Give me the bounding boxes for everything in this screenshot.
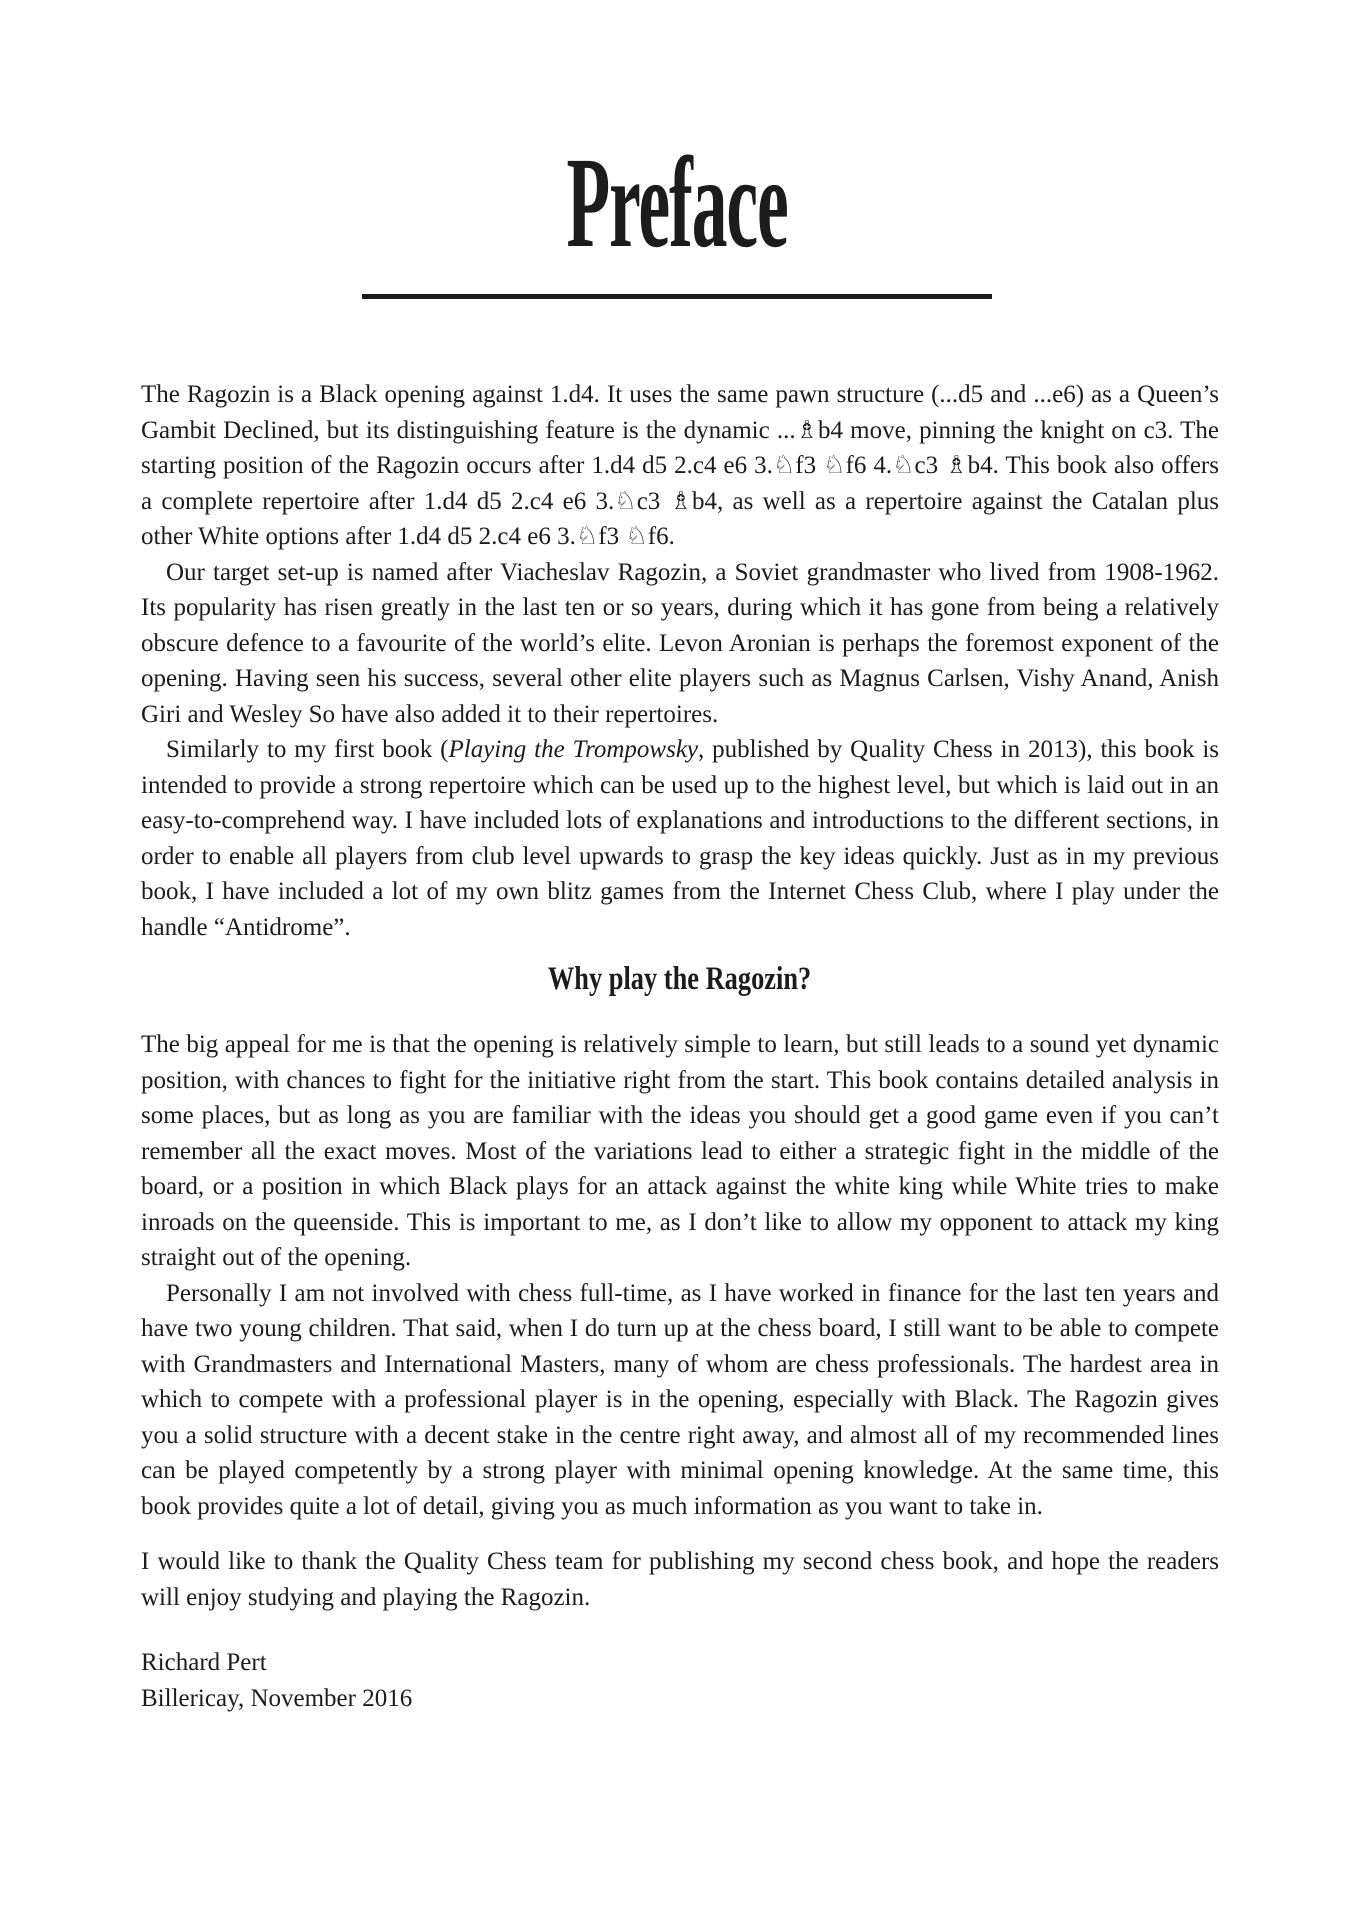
paragraph-intro: The Ragozin is a Black opening against 1.d4. It uses the same pawn structure (...d5 and ...e6) as a Queen’s Gambit Declined, but its distinguishing feature is the dynamic ...♗b4 move, pinning the knight on c3. The starting position of the Ragozin occurs after 1.d4 d5 2.c4 e6 3.♘f3 ♘f6 4.♘c3 ♗b4. This book also offers a complete repertoire after 1.d4 d5 2.c4 e6 3.♘c3 ♗b4, as well as a repertoire against the Catalan plus other White options after 1.d4 d5 2.c4 e6 3.♘f3 ♘f6.: [141, 381, 1219, 550]
paragraph-ragozin-history: Our target set-up is named after Viacheslav Ragozin, a Soviet grandmaster who lived from 1908-1962. Its popularity has risen greatly in the last ten or so years, during which it has gone from being a relatively obscure defence to a favourite of the world’s elite. Levon Aronian is perhaps the foremost exponent of the opening. Having seen his success, several other elite players such as Magnus Carlsen, Vishy Anand, Anish Giri and Wesley So have also added it to their repertoires.: [141, 558, 1219, 728]
paragraph-big-appeal: The big appeal for me is that the opening is relatively simple to learn, but still leads to a sound yet dynamic position, with chances to fight for the initiative right from the start. This book contains detailed analysis in some places, but as long as you are familiar with the ideas you should get a good game even if you can’t remember all the exact moves. Most of the variations lead to either a strategic fight in the middle of the board, or a position in which Black plays for an attack against the white king while White tries to make inroads on the queenside. This is important to me, as I don’t like to allow my opponent to attack my king straight out of the opening.: [141, 1031, 1219, 1271]
signature-name: Richard Pert: [141, 1649, 267, 1676]
section-heading-text: Why play the Ragozin?: [548, 961, 812, 997]
paragraph-first-book-post: , published by Quality Chess in 2013), this book is intended to provide a strong repertoire which can be used up to the highest level, but which is laid out in an easy-to-comprehend way. I have included lots of explanations and introductions to the different sections, in order to enable all players from club level upwards to grasp the key ideas quickly. Just as in my previous book, I have included a lot of my own blitz games from the Internet Chess Club, where I play under the handle “Antidrome”.: [141, 736, 1220, 941]
book-title-italic: Playing the Trompowsky: [448, 736, 699, 763]
paragraph-first-book: [141, 732, 1219, 945]
signature-block: [141, 1645, 1219, 1716]
page-title-container: [0, 130, 1354, 275]
paragraph-first-book-pre: Similarly to my first book (: [166, 736, 449, 763]
title-divider-rule: [362, 294, 992, 299]
signature-place-date: Billericay, November 2016: [141, 1684, 413, 1712]
paragraph-personally: Personally I am not involved with chess full-time, as I have worked in finance for the last ten years and have two young children. That said, when I do turn up at the chess board, I still want to be able to compete with Grandmasters and International Masters, many of whom are chess professionals. The hardest area in which to compete with a professional player is in the opening, especially with Black. The Ragozin gives you a solid structure with a decent stake in the centre right away, and almost all of my recommended lines can be played competently by a strong player with minimal opening knowledge. At the same time, this book provides quite a lot of detail, giving you as much information as you want to take in.: [141, 1279, 1219, 1520]
page-title: Preface: [566, 130, 788, 275]
paragraph-thanks: I would like to thank the Quality Chess team for publishing my second chess book, and hope the readers will enjoy studying and playing the Ragozin.: [141, 1548, 1219, 1611]
section-heading-why-play: [141, 959, 1219, 999]
text-column: [141, 377, 1219, 1716]
